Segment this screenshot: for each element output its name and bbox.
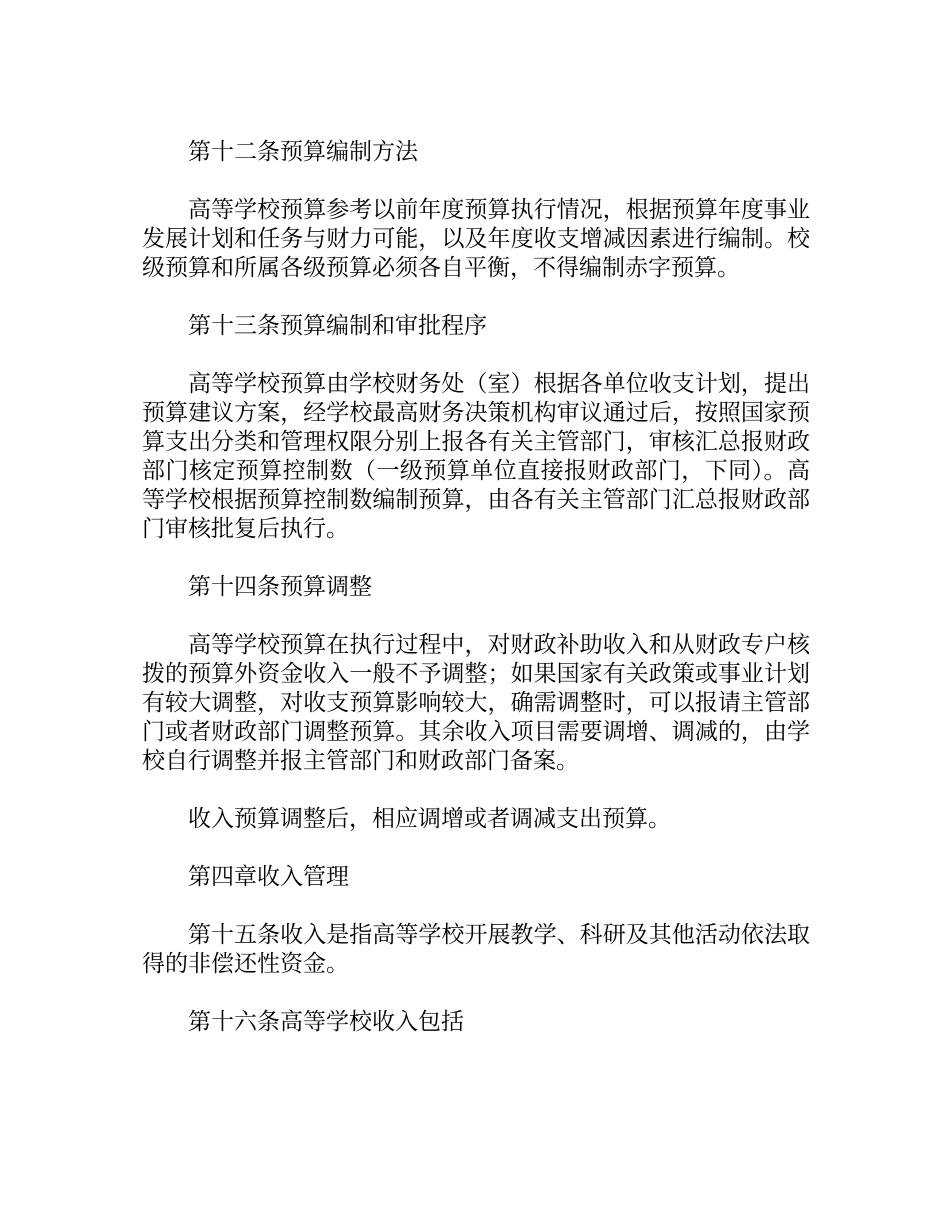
article-16-heading: 第十六条高等学校收入包括 [188, 1009, 464, 1035]
article-14-heading: 第十四条预算调整 [188, 574, 372, 600]
article-13-heading: 第十三条预算编制和审批程序 [188, 313, 487, 339]
article-14-text: 高等学校预算在执行过程中，对财政补助收入和从财政专户核拨的预算外资金收入一般不予调整；如果国家有关政策或事业计划有较大调整，对收支预算影响较大，确需调整时，可以报请主管部门或者财政部门调整预算。其余收入项目需要调增、调减的，由学校自行调整并报主管部门和财政部门备案。 [142, 632, 810, 774]
article-14-note: 收入预算调整后，相应调增或者调减支出预算。 [188, 806, 671, 832]
article-12-heading: 第十二条预算编制方法 [188, 139, 418, 165]
chapter-4-heading: 第四章收入管理 [188, 864, 349, 890]
article-12-text: 高等学校预算参考以前年度预算执行情况，根据预算年度事业发展计划和任务与财力可能，以及年度收支增减因素进行编制。校级预算和所属各级预算必须各自平衡，不得编制赤字预算。 [142, 197, 810, 281]
article-15-text: 第十五条收入是指高等学校开展教学、科研及其他活动依法取得的非偿还性资金。 [142, 922, 810, 977]
article-13-text: 高等学校预算由学校财务处（室）根据各单位收支计划，提出预算建议方案，经学校最高财务决策机构审议通过后，按照国家预算支出分类和管理权限分别上报各有关主管部门，审核汇总报财政部门核定预算控制数（一级预算单位直接报财政部门，下同）。高等学校根据预算控制数编制预算，由各有关主管部门汇总报财政部门审核批复后执行。 [142, 371, 810, 542]
document-body [142, 138, 810, 1066]
